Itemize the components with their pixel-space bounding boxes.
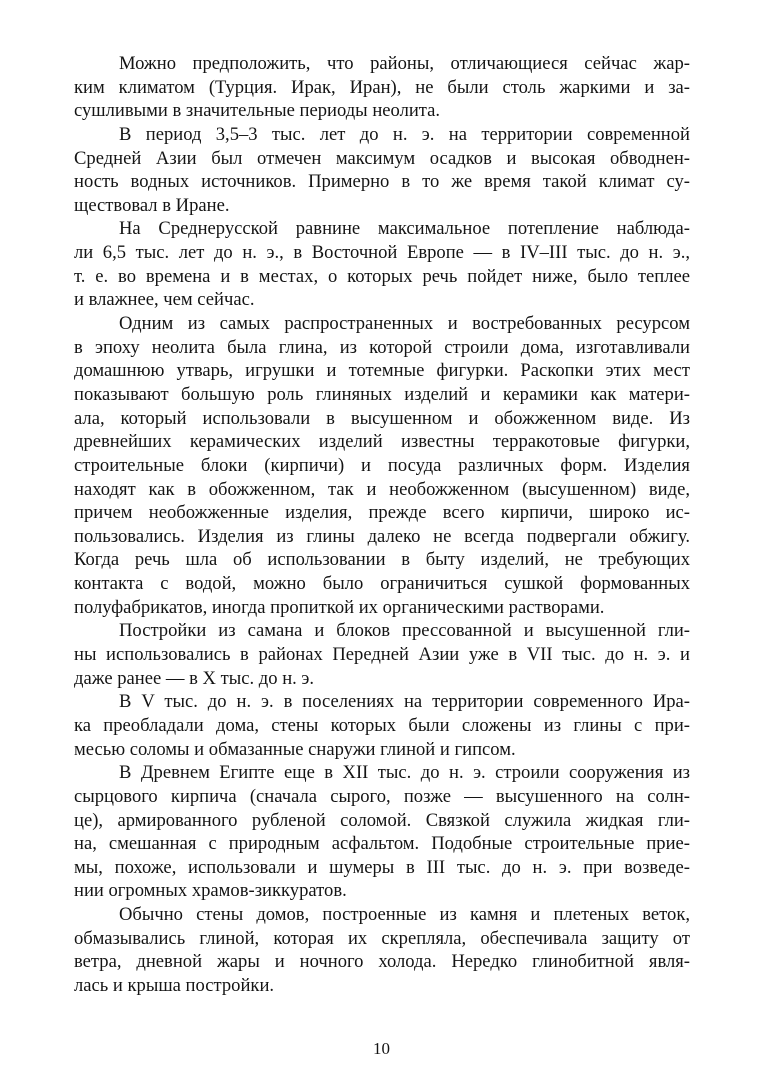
paragraph xyxy=(74,761,690,903)
text-line: В V тыс. до н. э. в поселениях на территории современного Ира- xyxy=(119,691,690,713)
text-line: древнейших керамических изделий известны терракотовые фигурки, xyxy=(74,431,690,453)
paragraph xyxy=(74,903,690,998)
paragraph xyxy=(74,217,690,312)
text-line: ны использовались в районах Передней Азии уже в VII тыс. до н. э. и xyxy=(74,644,690,666)
page-number: 10 xyxy=(373,1039,390,1058)
text-line: обмазывались глиной, которая их скрепляла, обеспечивала защиту от xyxy=(74,927,690,949)
text-line: ала, который использовали в высушенном и обожженном виде. Из xyxy=(74,407,690,429)
text-line: Одним из самых распространенных и востребованных ресурсом xyxy=(119,313,690,335)
paragraph xyxy=(74,52,690,123)
text-line: ветра, дневной жары и ночного холода. Нередко глинобитной явля- xyxy=(74,951,690,973)
text-line: ществовал в Иране. xyxy=(74,194,230,216)
text-line: даже ранее — в X тыс. до н. э. xyxy=(74,667,315,689)
text-line: месью соломы и обмазанные снаружи глиной и гипсом. xyxy=(74,738,516,760)
text-line: т. е. во времена и в местах, о которых речь пойдет ниже, было теплее xyxy=(74,265,690,287)
text-line: показывают большую роль глиняных изделий и керамики как матери- xyxy=(74,383,690,405)
text-line: На Среднерусской равнине максимальное потепление наблюда- xyxy=(119,218,690,240)
text-line: Постройки из самана и блоков прессованной и высушенной гли- xyxy=(119,620,690,642)
text-line: Обычно стены домов, построенные из камня и плетеных веток, xyxy=(119,904,690,926)
text-line: на, смешанная с природным асфальтом. Подобные строительные прие- xyxy=(74,833,690,855)
text-line: пользовались. Изделия из глины далеко не всегда подвергали обжигу. xyxy=(74,525,690,547)
text-line: находят как в обожженном, так и необожженном (высушенном) виде, xyxy=(74,478,690,500)
text-line: сырцового кирпича (сначала сырого, позже — высушенного на солн- xyxy=(74,785,690,807)
text-line: ность водных источников. Примерно в то же время такой климат су- xyxy=(74,171,690,193)
text-line: це), армированного рубленой соломой. Связкой служила жидкая гли- xyxy=(74,809,690,831)
text-line: причем необожженные изделия, прежде всего кирпичи, широко ис- xyxy=(74,502,690,524)
text-line: ка преобладали дома, стены которых были сложены из глины с при- xyxy=(74,714,690,736)
text-line: домашнюю утварь, игрушки и тотемные фигурки. Раскопки этих мест xyxy=(74,360,690,382)
paragraph xyxy=(74,619,690,690)
text-line: ким климатом (Турция. Ирак, Иран), не были столь жаркими и за- xyxy=(74,76,690,98)
text-line: мы, похоже, использовали и шумеры в III тыс. до н. э. при возведе- xyxy=(74,856,690,878)
paragraph xyxy=(74,123,690,218)
paragraph xyxy=(74,312,690,619)
text-line: Когда речь шла об использовании в быту изделий, не требующих xyxy=(74,549,690,571)
text-line: ли 6,5 тыс. лет до н. э., в Восточной Европе — в IV–III тыс. до н. э., xyxy=(74,242,690,264)
text-line: Можно предположить, что районы, отличающиеся сейчас жар- xyxy=(119,53,690,74)
text-line: Средней Азии был отмечен максимум осадков и высокая обводнен- xyxy=(74,147,690,169)
text-line: В Древнем Египте еще в XII тыс. до н. э. строили сооружения из xyxy=(119,762,690,784)
text-line: контакта с водой, можно было ограничиться сушкой формованных xyxy=(74,573,690,595)
text-line: лась и крыша постройки. xyxy=(74,974,275,996)
text-line: и влажнее, чем сейчас. xyxy=(74,289,255,311)
text-line: полуфабрикатов, иногда пропиткой их органическими растворами. xyxy=(74,596,605,618)
text-line: сушливыми в значительные периоды неолита. xyxy=(74,100,441,122)
text-line: строительные блоки (кирпичи) и посуда различных форм. Изделия xyxy=(74,454,690,476)
text-line: нии огромных храмов-зиккуратов. xyxy=(74,880,347,902)
page-body xyxy=(74,52,690,998)
text-line: в эпоху неолита была глина, из которой строили дома, изготавливали xyxy=(74,336,690,358)
text-line: В период 3,5–3 тыс. лет до н. э. на территории современной xyxy=(119,123,690,145)
paragraph xyxy=(74,690,690,761)
